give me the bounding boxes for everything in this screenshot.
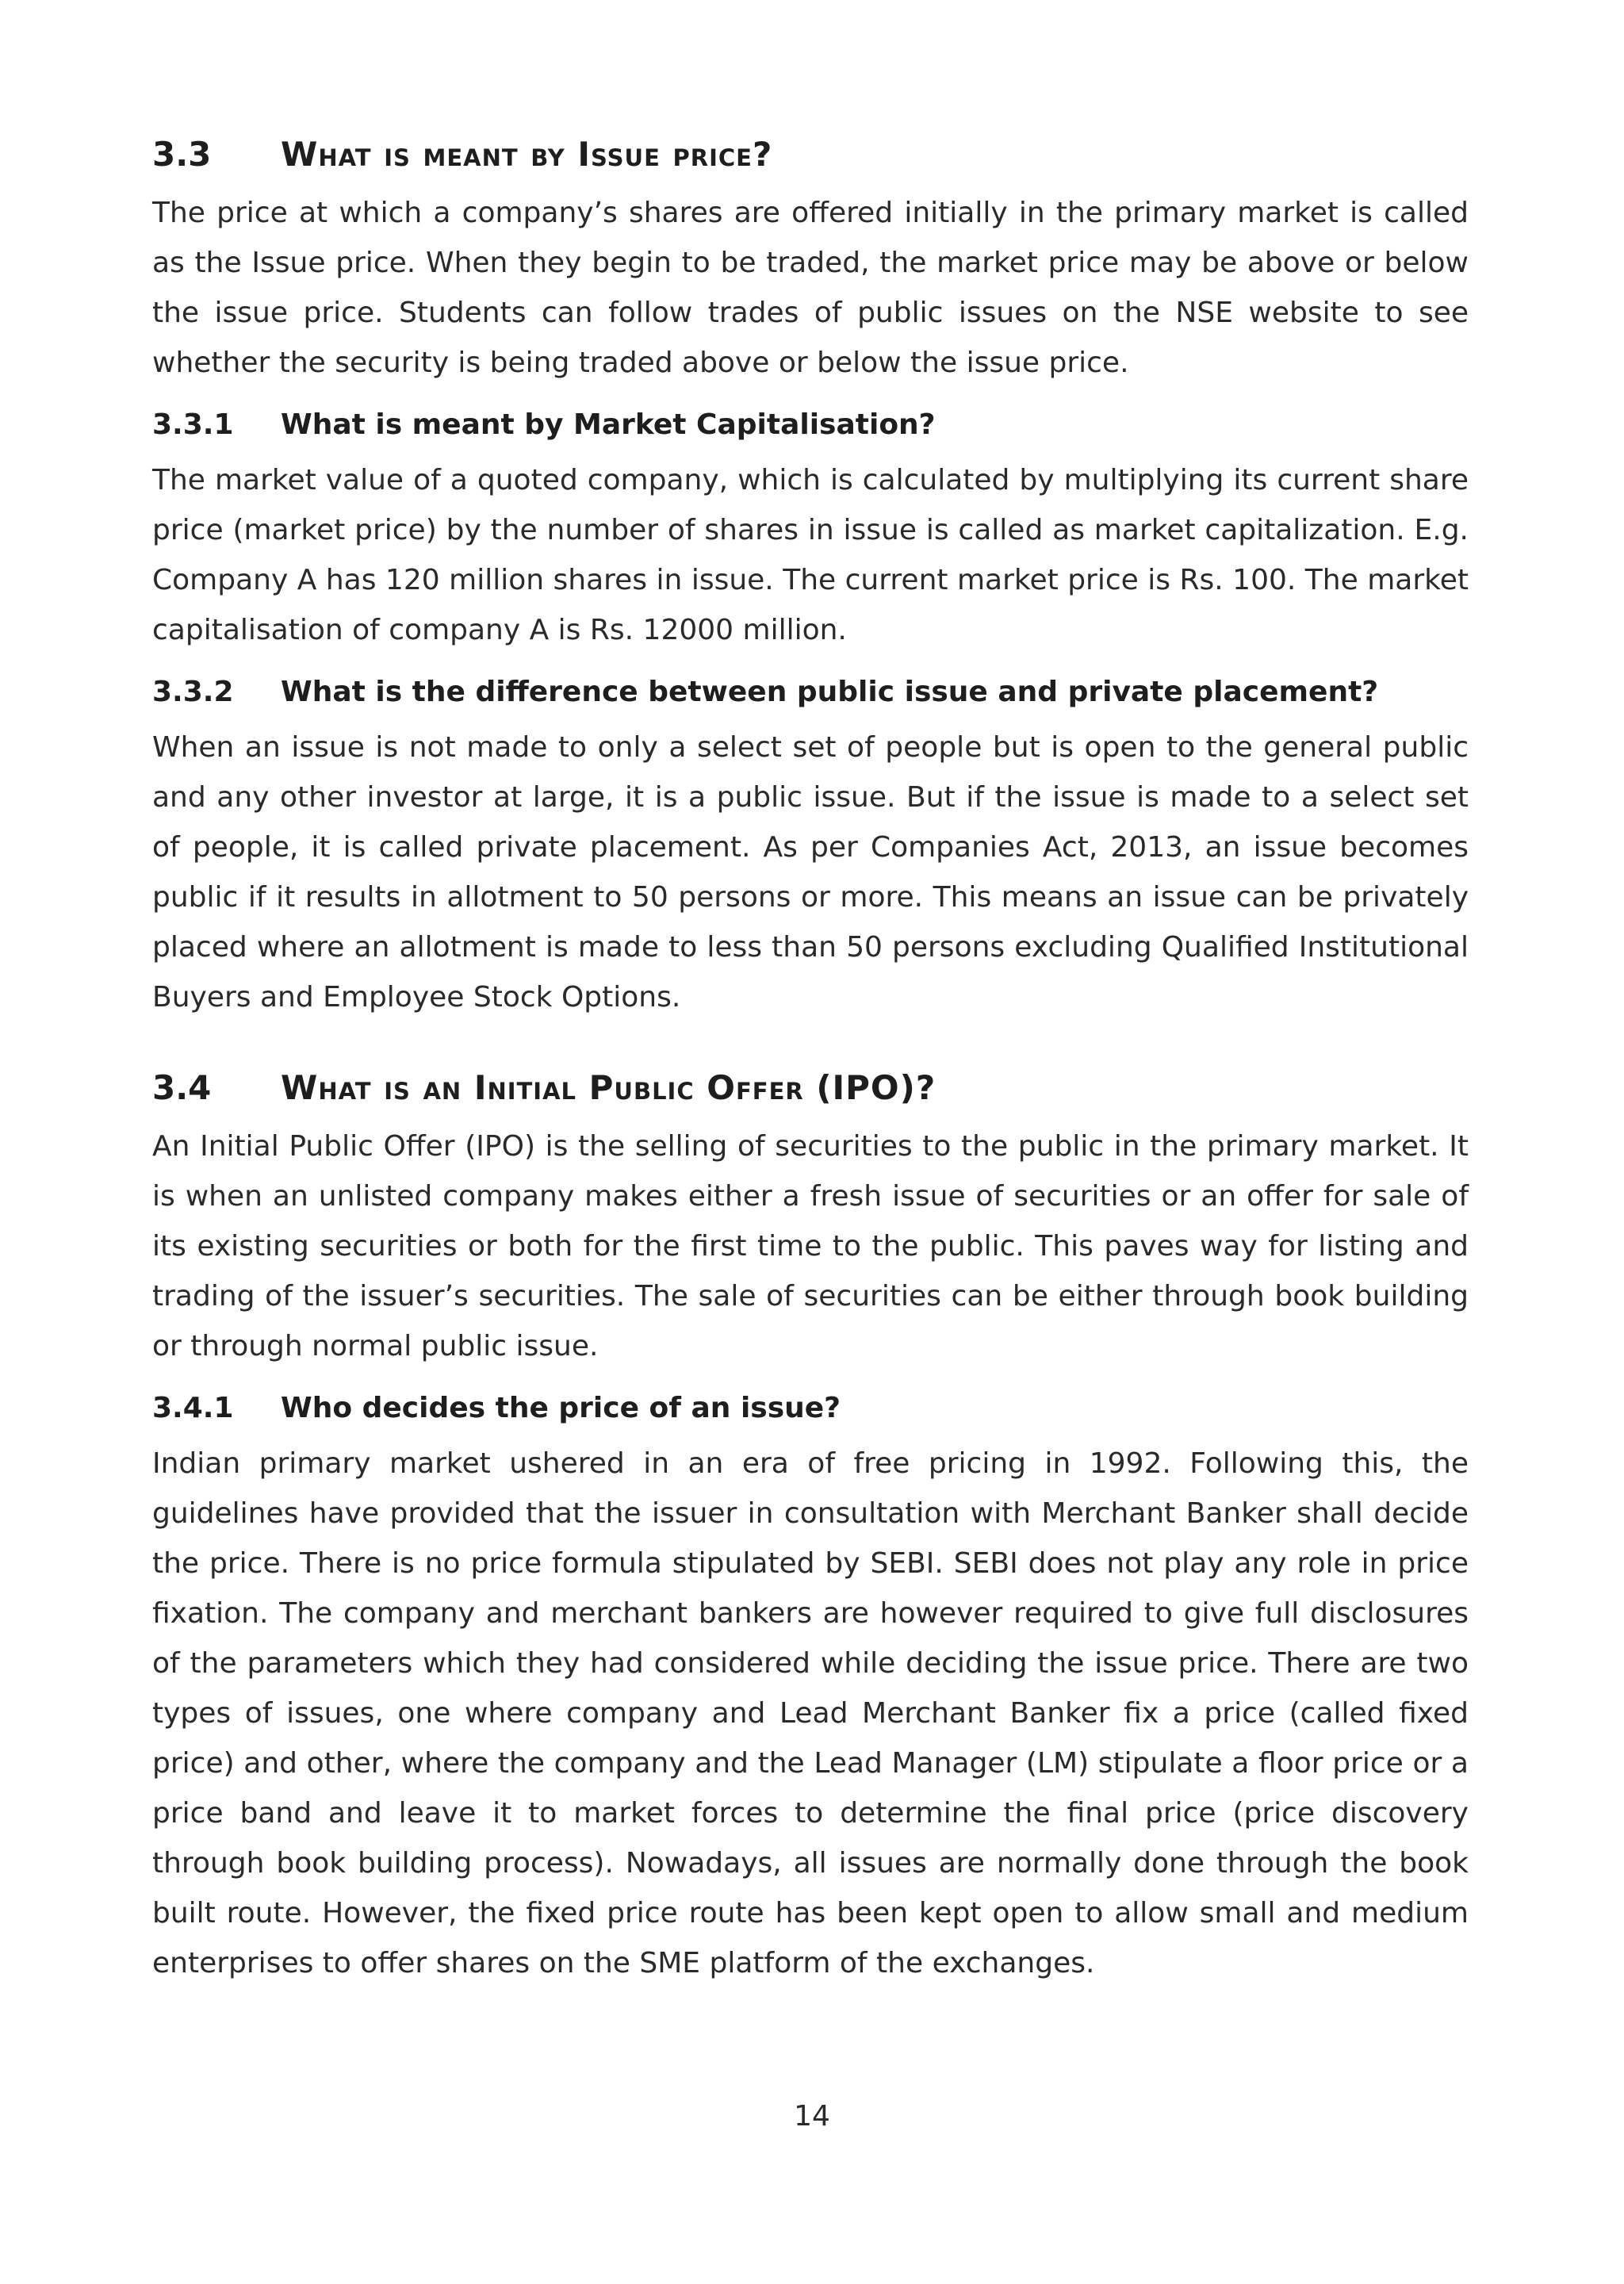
subsection-body-3-4-1: Indian primary market ushered in an era of free pricing in 1992. Following this, the guidelines have provided that the issuer in consultation with Merchant Banker shall decide the price. There is no price formula stipulated by SEBI. SEBI does not play any role in price fixation. The company and merchant bankers are however required to give full disclosures of the parameters which they had considered while deciding the issue price. There are two types of issues, one where company and Lead Merchant Banker fix a price (called fixed price) and other, where the company and the Lead Manager (LM) stipulate a floor price or a price band and leave it to market forces to determine the final price (price discovery through book building process). Nowadays, all issues are normally done through the book built route. However, the fixed price route has been kept open to allow small and medium enterprises to offer shares on the SME platform of the exchanges. xyxy=(152,1447,1469,1979)
subsection-heading-3-3-1 xyxy=(152,408,1469,441)
section-title: What is an Initial Public Offer (IPO)? xyxy=(281,1068,936,1107)
subsection-title: What is meant by Market Capitalisation? xyxy=(281,408,936,441)
subsection-heading-3-4-1 xyxy=(152,1392,1469,1424)
subsection-title: Who decides the price of an issue? xyxy=(281,1392,841,1424)
subsection-body-3-3-1: The market value of a quoted company, which is calculated by multiplying its current share price (market price) by the number of shares in issue is called as market capitalization. E.g. Company A has 120 million shares in issue. The current market price is Rs. 100. The market capitalisation of company A is Rs. 12000 million. xyxy=(152,464,1469,646)
section-number: 3.4 xyxy=(152,1068,212,1107)
section-title: What is meant by Issue price? xyxy=(281,135,773,174)
document-page xyxy=(152,127,1469,1988)
subsection-number: 3.4.1 xyxy=(152,1392,234,1424)
subsection-number: 3.3.2 xyxy=(152,676,234,708)
subsection-heading-3-3-2 xyxy=(152,676,1469,708)
section-heading-3-4 xyxy=(152,1068,1469,1107)
subsection-number: 3.3.1 xyxy=(152,408,234,441)
section-heading-3-3 xyxy=(152,135,1469,174)
subsection-title: What is the difference between public issue and private placement? xyxy=(281,676,1379,708)
section-body-3-4: An Initial Public Offer (IPO) is the selling of securities to the public in the primary market. It is when an unlisted company makes either a fresh issue of securities or an offer for sale of its existing securities or both for the first time to the public. This paves way for listing and trading of the issuer’s securities. The sale of securities can be either through book building or through normal public issue. xyxy=(152,1130,1469,1362)
page-number: 14 xyxy=(794,2100,830,2133)
subsection-body-3-3-2: When an issue is not made to only a select set of people but is open to the general public and any other investor at large, it is a public issue. But if the issue is made to a select set of people, it is called private placement. As per Companies Act, 2013, an issue becomes public if it results in allotment to 50 persons or more. This means an issue can be privately placed where an allotment is made to less than 50 persons excluding Qualified Institutional Buyers and Employee Stock Options. xyxy=(152,731,1469,1014)
section-number: 3.3 xyxy=(152,135,212,174)
section-body-3-3: The price at which a company’s shares are offered initially in the primary market is called as the Issue price. When they begin to be traded, the market price may be above or below the issue price. Students can follow trades of public issues on the NSE website to see whether the security is being traded above or below the issue price. xyxy=(152,197,1469,379)
